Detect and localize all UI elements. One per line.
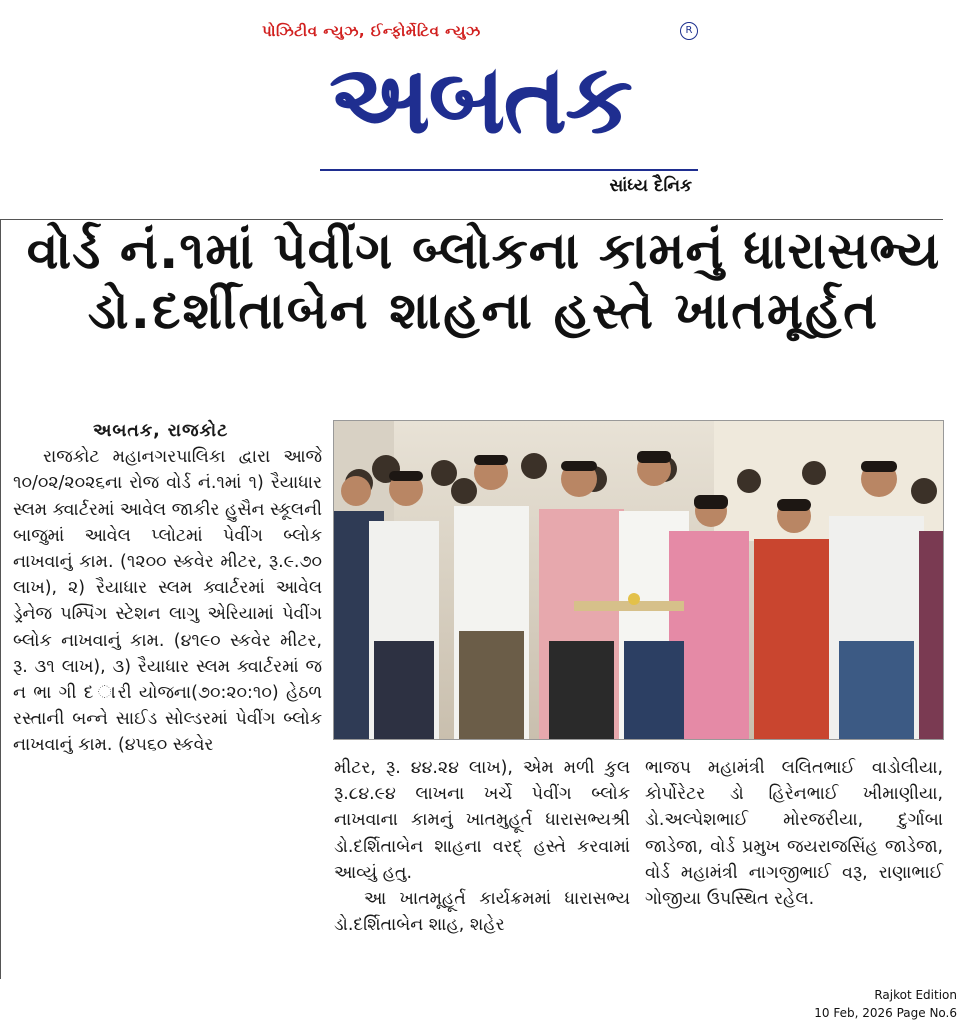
masthead-rule — [320, 169, 698, 171]
registered-trademark-icon: R — [680, 22, 698, 40]
headline-line-1: વોર્ડ નં.૧માં પેવીંગ બ્લોકના કામનું ધારાસભ્ય — [26, 222, 941, 281]
masthead — [262, 18, 702, 208]
headline-line-2: ડો.દર્શીતાબેન શાહના હસ્તે ખાતમૂર્હત — [87, 282, 880, 341]
article-headline — [0, 222, 967, 342]
article-column-1 — [13, 418, 322, 759]
section-divider — [0, 219, 943, 220]
footer-date-page: 10 Feb, 2026 Page No.6 — [814, 1006, 957, 1020]
article-paragraph: રાજકોટ મહાનગરપાલિકા દ્વારા આજે ૧૦/૦૨/૨૦૨૬ના રોજ વોર્ડ નં.૧માં ૧) રૈયાધાર સ્લમ ક્વાર્ટરમાં આવેલ જાકીર હુસૈન સ્કૂલની બાજુમાં આવેલ પ્લોટમાં પેવીંગ બ્લોક નાખવાનું કામ. (૧૨૦૦ સ્કવેર મીટર, રૂ.૯.૭૦ લાખ), ૨) રૈયાધાર સ્લમ ક્વાર્ટરમાં આવેલ ડ્રેનેજ પમ્પિંગ સ્ટેશન લાગુ એરિયામાં પેવીંગ બ્લોક નાખવાનું કામ. (૪૧૯૦ સ્કવેર મીટર, રૂ. ૩૧ લાખ), ૩) રૈયાધાર સ્લમ ક્વાર્ટરમાં જ ન ભા ગી દ ારી યોજના(૭૦:૨૦:૧૦) હેઠળ રસ્તાની બન્ને સાઈડ સોલ્ડરમાં પેવીંગ બ્લોક નાખવાનું કામ. (૪૫૬૦ સ્કવેર — [13, 447, 322, 756]
article-column-3 — [645, 755, 943, 912]
article-column-2 — [334, 755, 630, 938]
article-paragraph: આ ખાતમૂહૂર્ત કાર્યક્રમમાં ધારાસભ્ય ડો.દર્શિતાબેન શાહ, શહેર — [334, 889, 630, 936]
newspaper-logo: અબતક — [329, 44, 631, 154]
masthead-tagline: પોઝિટીવ ન્યુઝ, ઈન્ફોર્મેટિવ ન્યુઝ — [262, 22, 481, 40]
event-photo-illustration — [334, 421, 943, 739]
article-paragraph: ભાજપ મહામંત્રી લલિતભાઈ વાડોલીયા, કોર્પોરેટર ડો હિરેનભાઈ ખીમાણીયા, ડો.અલ્પેશભાઈ મોરજરીયા, દુર્ગાબા જાડેજા, વોર્ડ પ્રમુખ જયરાજસિંહ જાડેજા, વોર્ડ મહામંત્રી નાગજીભાઈ વરૂ, રાણાભાઈ ગોજીયા ઉપસ્થિત રહેલ. — [645, 758, 943, 910]
article-dateline: અબતક, રાજકોટ — [93, 421, 229, 441]
event-photo — [333, 420, 944, 740]
footer-edition: Rajkot Edition — [874, 988, 957, 1002]
edition-kind: સાંધ્ય દૈનિક — [609, 176, 692, 196]
article-paragraph: મીટર, રૂ. ૪૪.૨૪ લાખ), એમ મળી કુલ રૂ.૮૪.૯૪ લાખના ખર્ચે પેવીંગ બ્લોક નાખવાના કામનું ખાતમુહૂર્ત ધારાસભ્યશ્રી ડો.દર્શિતાબેન શાહના વરદ્ હસ્તે કરવામાં આવ્યું હતુ. — [334, 758, 630, 883]
